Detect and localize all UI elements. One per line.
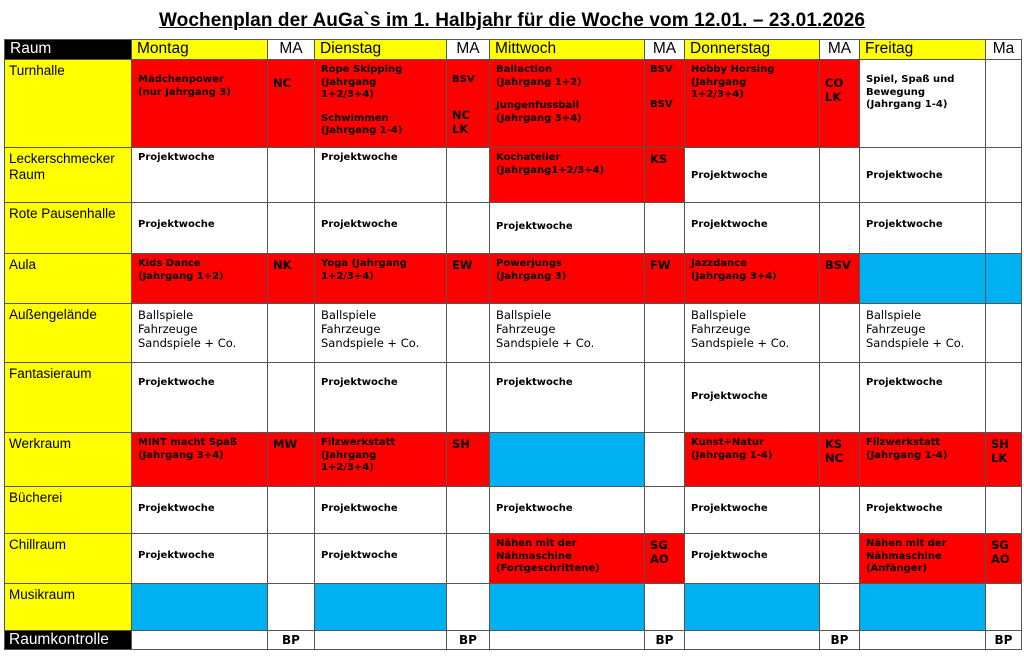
empty-slot — [447, 584, 490, 631]
activity-cell — [132, 487, 268, 534]
ma-text: SH — [452, 437, 470, 451]
header-raum: Raum — [5, 40, 132, 60]
activity-text: Projektwoche — [866, 219, 943, 230]
activity-cell — [490, 60, 645, 148]
activity-cell — [860, 60, 986, 148]
ma-cell — [986, 363, 1022, 433]
activity-text: Schwimmen (Jahrgang 1-4) — [321, 112, 403, 136]
row-buecherei — [5, 487, 1022, 534]
activity-text: Powerjungs (Jahrgang 3) — [496, 258, 567, 282]
ma-cell — [268, 433, 315, 487]
ma-cell — [447, 148, 490, 203]
header-day-tuesday: Dienstag — [315, 40, 447, 60]
ma-cell — [268, 487, 315, 534]
row-rote-pausenhalle — [5, 203, 1022, 254]
ma-text: MW — [273, 437, 298, 451]
empty-slot — [268, 584, 315, 631]
ma-cell — [645, 203, 685, 254]
activity-text: Kochatelier (Jahrgang1+2/3+4) — [496, 152, 605, 176]
activity-text: Kunst+Natur (Jahrgang 1-4) — [691, 437, 773, 461]
ma-cell — [645, 487, 685, 534]
empty-slot — [132, 584, 268, 631]
activity-cell — [860, 363, 986, 433]
activity-cell — [860, 304, 986, 363]
empty-slot — [860, 631, 986, 650]
activity-cell — [132, 433, 268, 487]
empty-slot — [860, 254, 986, 304]
activity-cell — [315, 254, 447, 304]
activity-text: Projektwoche — [691, 170, 768, 181]
activity-cell — [132, 534, 268, 584]
activity-text: Projektwoche — [138, 503, 215, 514]
ma-text: KS — [650, 152, 668, 166]
activity-text: Jungenfussball (Jahrgang 3+4) — [496, 100, 582, 124]
activity-cell — [490, 148, 645, 203]
ma-text: FW — [650, 258, 671, 272]
room-label: Turnhalle — [5, 60, 132, 148]
activity-text: Projektwoche — [496, 503, 573, 514]
bp-cell: BP — [645, 631, 685, 650]
activity-text: Kids Dance (Jahrgang 1+2) — [138, 258, 224, 282]
ma-text: SG AO — [991, 538, 1010, 566]
activity-text: Nähen mit der Nähmaschine (Anfänger) — [866, 538, 947, 574]
ma-cell — [986, 60, 1022, 148]
ma-cell — [447, 363, 490, 433]
row-fantasieraum — [5, 363, 1022, 433]
activity-cell — [685, 363, 820, 433]
activity-text: Projektwoche — [866, 377, 943, 388]
activity-text: Spiel, Spaß und Bewegung (Jahrgang 1-4) — [866, 74, 955, 110]
room-label: Außengelände — [5, 304, 132, 363]
activity-cell — [490, 254, 645, 304]
activity-text: Mädchenpower (nur Jahrgang 3) — [138, 74, 231, 98]
activity-text: Projektwoche — [496, 221, 573, 232]
ma-cell — [447, 203, 490, 254]
room-label: Leckerschmecker Raum — [5, 148, 132, 203]
ma-text: BSV — [452, 74, 475, 85]
activity-text: Ballaction (Jahrgang 1+2) — [496, 64, 582, 88]
activity-cell — [860, 433, 986, 487]
activity-text: Projektwoche — [138, 377, 215, 388]
activity-cell — [315, 148, 447, 203]
activity-text: Rope Skipping (Jahrgang 1+2/3+4) — [321, 64, 403, 100]
activity-text: Ballspiele Fahrzeuge Sandspiele + Co. — [866, 308, 965, 350]
ma-text: BSV — [650, 64, 673, 75]
row-musikraum — [5, 584, 1022, 631]
ma-cell — [268, 534, 315, 584]
room-label: Chillraum — [5, 534, 132, 584]
activity-cell — [490, 534, 645, 584]
activity-cell — [132, 60, 268, 148]
empty-slot — [820, 584, 860, 631]
bp-cell: BP — [268, 631, 315, 650]
bp-cell: BP — [820, 631, 860, 650]
activity-text: MINT macht Spaß (Jahrgang 3+4) — [138, 437, 238, 461]
activity-cell — [315, 487, 447, 534]
ma-text: NC — [273, 76, 292, 90]
header-day-friday: Freitag — [860, 40, 986, 60]
ma-cell — [268, 148, 315, 203]
ma-text: SH LK — [991, 437, 1009, 465]
activity-text: Projektwoche — [321, 219, 398, 230]
ma-cell — [645, 363, 685, 433]
activity-cell — [315, 203, 447, 254]
ma-cell — [820, 534, 860, 584]
ma-cell — [645, 60, 685, 148]
activity-cell — [132, 148, 268, 203]
activity-text: Ballspiele Fahrzeuge Sandspiele + Co. — [138, 308, 237, 350]
activity-text: Filzwerkstatt (Jahrgang 1-4) — [866, 437, 948, 461]
ma-cell — [986, 203, 1022, 254]
ma-cell — [986, 433, 1022, 487]
activity-text: Yoga (Jahrgang 1+2/3+4) — [321, 258, 407, 282]
ma-cell — [820, 148, 860, 203]
ma-text: EW — [452, 258, 473, 272]
activity-cell — [315, 363, 447, 433]
ma-cell — [268, 60, 315, 148]
ma-cell — [986, 534, 1022, 584]
ma-cell — [986, 148, 1022, 203]
ma-cell — [447, 433, 490, 487]
row-raumkontrolle — [5, 631, 1022, 650]
activity-text: Jazzdance (Jahrgang 3+4) — [691, 258, 777, 282]
activity-text: Projektwoche — [866, 170, 943, 181]
ma-cell — [986, 304, 1022, 363]
ma-cell — [447, 254, 490, 304]
header-ma: MA — [645, 40, 685, 60]
activity-text: Projektwoche — [321, 503, 398, 514]
ma-cell — [820, 304, 860, 363]
empty-slot — [645, 584, 685, 631]
ma-cell — [820, 433, 860, 487]
ma-cell — [645, 534, 685, 584]
bp-cell: BP — [986, 631, 1022, 650]
activity-text: Ballspiele Fahrzeuge Sandspiele + Co. — [321, 308, 420, 350]
ma-cell — [820, 203, 860, 254]
empty-slot — [986, 584, 1022, 631]
activity-text: Projektwoche — [496, 377, 573, 388]
activity-cell — [490, 203, 645, 254]
activity-text: Projektwoche — [691, 503, 768, 514]
room-label: Bücherei — [5, 487, 132, 534]
activity-text: Nähen mit der Nähmaschine (Fortgeschrittene) — [496, 538, 600, 574]
row-turnhalle — [5, 60, 1022, 148]
empty-slot — [685, 584, 820, 631]
empty-slot — [315, 631, 447, 650]
ma-cell — [268, 203, 315, 254]
activity-cell — [860, 487, 986, 534]
ma-text: CO LK — [825, 76, 844, 104]
ma-cell — [820, 487, 860, 534]
empty-slot — [490, 584, 645, 631]
ma-cell — [268, 363, 315, 433]
header-day-wednesday: Mittwoch — [490, 40, 645, 60]
header-ma: MA — [447, 40, 490, 60]
ma-text: BSV — [825, 258, 851, 272]
activity-cell — [315, 60, 447, 148]
activity-cell — [685, 203, 820, 254]
page-title: Wochenplan der AuGa`s im 1. Halbjahr für die Woche vom 12.01. – 23.01.2026 — [158, 10, 866, 31]
activity-cell — [132, 363, 268, 433]
ma-cell — [986, 487, 1022, 534]
ma-text: BSV — [650, 99, 673, 110]
room-label: Rote Pausenhalle — [5, 203, 132, 254]
activity-cell — [860, 203, 986, 254]
empty-slot — [645, 433, 685, 487]
activity-cell — [685, 487, 820, 534]
row-aula — [5, 254, 1022, 304]
ma-cell — [447, 304, 490, 363]
ma-cell — [820, 60, 860, 148]
activity-text: Projektwoche — [138, 219, 215, 230]
activity-cell — [685, 534, 820, 584]
row-werkraum — [5, 433, 1022, 487]
ma-cell — [447, 487, 490, 534]
activity-cell — [490, 304, 645, 363]
activity-cell — [132, 203, 268, 254]
schedule-table — [4, 39, 1022, 650]
activity-cell — [315, 433, 447, 487]
empty-slot — [986, 254, 1022, 304]
footer-label: Raumkontrolle — [5, 631, 132, 650]
ma-text: NC LK — [452, 108, 471, 136]
header-day-thursday: Donnerstag — [685, 40, 820, 60]
activity-text: Filzwerkstatt (Jahrgang 1+2/3+4) — [321, 437, 396, 473]
header-ma: MA — [820, 40, 860, 60]
activity-cell — [490, 363, 645, 433]
activity-text: Ballspiele Fahrzeuge Sandspiele + Co. — [496, 308, 595, 350]
ma-cell — [645, 148, 685, 203]
activity-cell — [685, 60, 820, 148]
empty-slot — [490, 433, 645, 487]
bp-cell: BP — [447, 631, 490, 650]
ma-cell — [645, 304, 685, 363]
activity-cell — [860, 534, 986, 584]
activity-cell — [315, 534, 447, 584]
activity-text: Projektwoche — [321, 550, 398, 561]
header-day-monday: Montag — [132, 40, 268, 60]
row-leckerschmecker — [5, 148, 1022, 203]
activity-text: Projektwoche — [691, 550, 768, 561]
room-label: Werkraum — [5, 433, 132, 487]
row-aussengelaende — [5, 304, 1022, 363]
activity-text: Projektwoche — [138, 550, 215, 561]
ma-text: SG AO — [650, 538, 669, 566]
activity-cell — [685, 148, 820, 203]
activity-cell — [132, 304, 268, 363]
activity-cell — [132, 254, 268, 304]
empty-slot — [860, 584, 986, 631]
activity-cell — [860, 148, 986, 203]
activity-cell — [490, 487, 645, 534]
activity-text: Projektwoche — [321, 377, 398, 388]
ma-cell — [645, 254, 685, 304]
ma-cell — [820, 363, 860, 433]
empty-slot — [490, 631, 645, 650]
room-label: Fantasieraum — [5, 363, 132, 433]
ma-cell — [268, 254, 315, 304]
row-chillraum — [5, 534, 1022, 584]
ma-cell — [447, 60, 490, 148]
ma-text: NK — [273, 258, 292, 272]
activity-text: Projektwoche — [138, 152, 215, 163]
activity-text: Projektwoche — [866, 503, 943, 514]
ma-cell — [447, 534, 490, 584]
activity-cell — [685, 304, 820, 363]
header-ma: MA — [268, 40, 315, 60]
activity-text: Projektwoche — [321, 152, 398, 163]
activity-cell — [685, 254, 820, 304]
activity-text: Projektwoche — [691, 219, 768, 230]
activity-cell — [685, 433, 820, 487]
header-row — [5, 40, 1022, 60]
ma-cell — [268, 304, 315, 363]
activity-text: Projektwoche — [691, 391, 768, 402]
empty-slot — [132, 631, 268, 650]
header-ma: Ma — [986, 40, 1022, 60]
activity-text: Hobby Horsing (Jahrgang 1+2/3+4) — [691, 64, 775, 100]
ma-text: KS NC — [825, 437, 844, 465]
room-label: Aula — [5, 254, 132, 304]
empty-slot — [685, 631, 820, 650]
activity-text: Ballspiele Fahrzeuge Sandspiele + Co. — [691, 308, 790, 350]
ma-cell — [820, 254, 860, 304]
empty-slot — [315, 584, 447, 631]
room-label: Musikraum — [5, 584, 132, 631]
activity-cell — [315, 304, 447, 363]
